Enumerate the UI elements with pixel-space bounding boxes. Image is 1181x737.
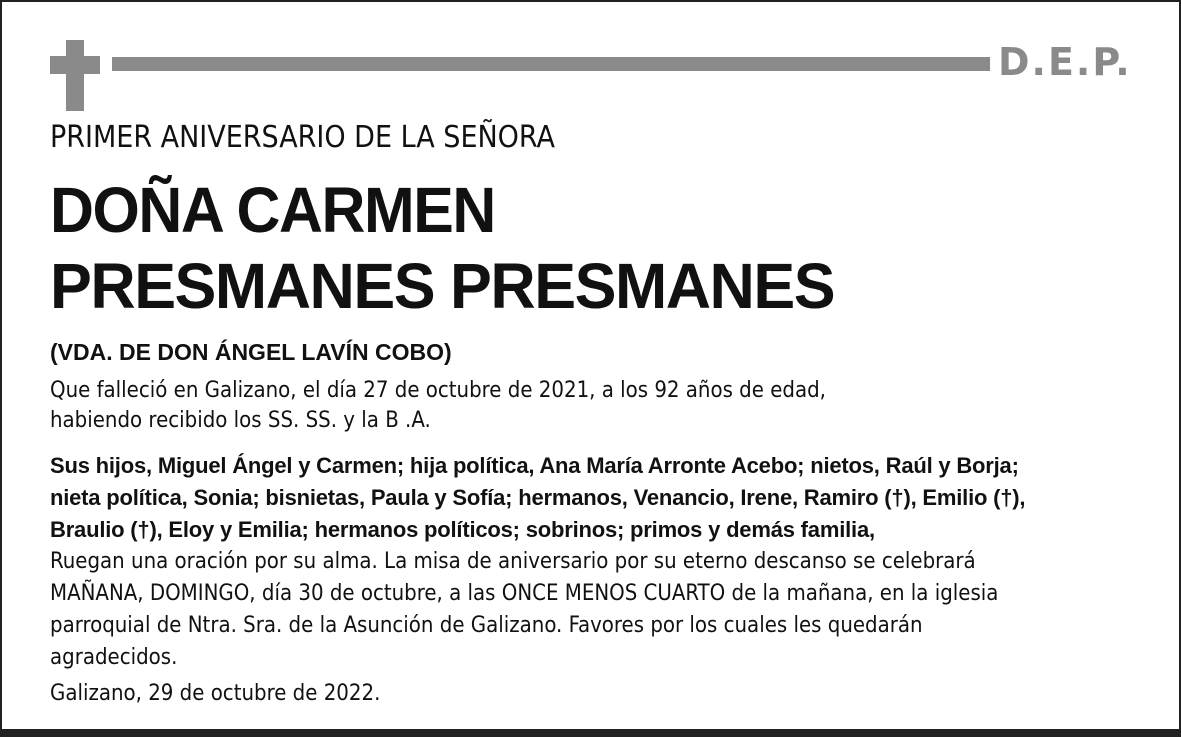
header-rule [112,57,990,71]
mass-line: parroquial de Ntra. Sra. de la Asunción de Galizano. Favores por los cuales les quedarán [50,613,923,638]
mass-line: agradecidos. [50,645,178,670]
cross-horizontal-bar [50,56,100,74]
family-paragraph [50,450,1025,546]
death-line: habiendo recibido los SS. SS. y la B .A. [50,408,431,433]
death-line: Que falleció en Galizano, el día 27 de octubre de 2021, a los 92 años de edad, [50,378,826,403]
mass-line: Ruegan una oración por su alma. La misa de aniversario por su eterno descanso se celebrará [50,549,976,574]
widow-of-line: (VDA. DE DON ÁNGEL LAVÍN COBO) [50,339,452,365]
cross-icon [50,40,100,111]
dep-badge: D.E.P. [998,40,1132,84]
mass-line: MAÑANA, DOMINGO, día 30 de octubre, a las ONCE MENOS CUARTO de la mañana, en la iglesia [50,581,999,606]
family-line: Braulio (†), Eloy y Emilia; hermanos políticos; sobrinos; primos y demás familia, [50,517,875,542]
closing-date-line: Galizano, 29 de octubre de 2022. [50,681,381,706]
mass-paragraph [50,546,998,674]
deceased-name-line-1: DOÑA CARMEN [50,174,495,246]
family-line: nieta política, Sonia; bisnietas, Paula y Sofía; hermanos, Venancio, Irene, Ramiro (†), Emilio (†), [50,485,1026,510]
deceased-name-line-2: PRESMANES PRESMANES [50,250,835,322]
death-paragraph [50,376,826,436]
family-line: Sus hijos, Miguel Ángel y Carmen; hija política, Ana María Arronte Acebo; nietos, Raúl y Borja; [50,453,1019,478]
anniversary-intro: PRIMER ANIVERSARIO DE LA SEÑORA [50,120,555,155]
cross-vertical-bar [66,40,84,111]
